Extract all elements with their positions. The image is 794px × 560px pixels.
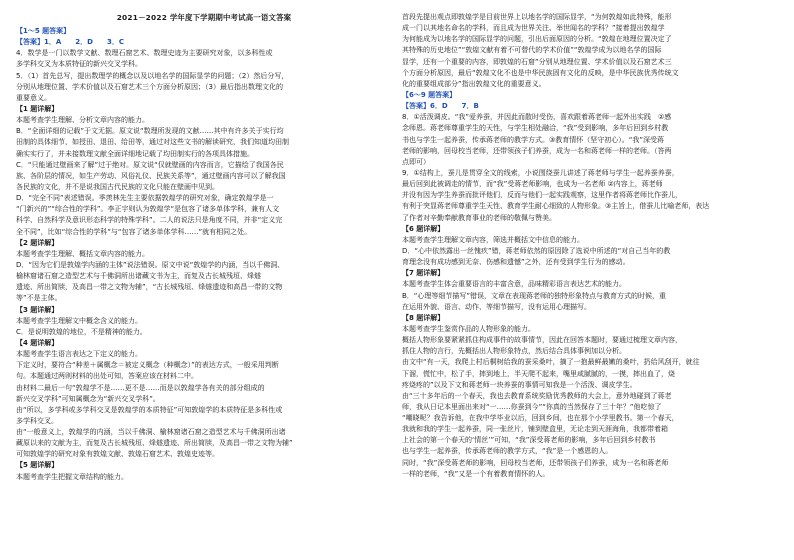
text-line: 其特殊的历史地位”“敦煌文献有着不可替代的学术价值”“敦煌学成为以地名学的国际 bbox=[402, 46, 662, 55]
text-line: 老师的影响，回母校当老师，还带领孩子们养蚕，成为一名和蒋老师一样的老师。（答两 bbox=[402, 146, 672, 155]
text-line: 个方面分析原因，最后“敦煌文化不也是中华民族固有文化的反映，是中华民族优秀传统文 bbox=[402, 68, 679, 77]
text-line: 本题考查学生把握文章结构的能力。 bbox=[16, 472, 128, 481]
section-heading: 【5 题详解】 bbox=[16, 461, 59, 470]
text-line: 藏原以来的文献为主，而复及古长城残垣、烽燧遗迹、所出简牍，及高昌一带之文物为辅” bbox=[16, 439, 293, 448]
section-heading: 【6 题详解】 bbox=[402, 224, 445, 233]
text-line: 书也与学生一起养蚕，传承蒋老师的教学方式。③教育情怀（坚守初心）。“我”深受蒋 bbox=[402, 135, 665, 144]
text-line: 化的重要组成部分”指出敦煌文化的重要意义。 bbox=[402, 79, 546, 88]
text-line: 我就和我的学生一起养蚕，同一张丝片，铺到壁盒里，无论走到天涯海角，我都带着箱 bbox=[402, 425, 668, 434]
section-heading: 【答案】6．D 7．B bbox=[402, 102, 479, 111]
text-line: 抓住人物的言行，先概括出人物形象特点，然后结合具体事例加以分析。 bbox=[402, 347, 626, 356]
text-line: 4．数学是一门以数学文献、数理石窟艺术、数理史迹为主要研究对象，以多科性或 bbox=[16, 49, 273, 58]
text-line: 并没有因为学生养蚕而批评他们，反而与他们一起实践观察，这里作者将蒋老师比作蚕儿， bbox=[402, 191, 682, 200]
section-heading: 【8 题详解】 bbox=[402, 313, 445, 322]
text-line: 科学、自然科学及意识形态科学的特殊学科”。二人的说法只是角度不同，并非“定义完 bbox=[16, 216, 283, 225]
text-line: 5．（1）首先总写，提出数理学的概念以及以地名学的国际显学的问题；（2）然后分写， bbox=[16, 71, 289, 80]
text-line: 分别从地理位置、学术价值以及石窟艺术三个方面分析原因；（3）最后指出数理文化的 bbox=[16, 82, 283, 91]
text-line: 显学，还有一个重要的内容，即敦煌的石窟”分别从地理位置、学术价值以及石窟艺术三 bbox=[402, 57, 672, 66]
text-line: 了作者对辛勤奉献教育事业的老师的敬佩与赞美。 bbox=[402, 213, 556, 222]
text-line: 全不同”，比如“综合性的学科”与“包容了诸多单体学科……”就有相同之处。 bbox=[16, 227, 252, 236]
text-line: 概括人物形象要紧紧抓住构成事件的故事情节，因此在回答本题时，要通过梳理文章内容， bbox=[402, 336, 682, 345]
text-line: 本题考查学生理解、分析文章内容的能力。 bbox=[16, 116, 149, 125]
text-line: 等”不是主体。 bbox=[16, 294, 62, 303]
text-line: 念师恩。蒋老师尊重学生的天性，与学生相处融洽，“我”受到影响，多年后回到乡村教 bbox=[402, 124, 669, 133]
section-heading: 【4 题详解】 bbox=[16, 338, 59, 347]
text-line: 上社会的第一个春天的‘情丝’”可知，“我”深受蒋老师的影响，多年后回到乡村教书 bbox=[402, 436, 656, 445]
right-column bbox=[402, 12, 778, 480]
text-line: 本题考查学生鉴赏作品的人物形象的能力。 bbox=[402, 324, 535, 333]
right-column-text bbox=[402, 12, 778, 480]
text-line: 一样的老师，“我”又是一个有着教育情怀的人。 bbox=[402, 469, 550, 478]
text-line: 田制的具体细节，如授田、退田、给田等，通过对这些文书的解读研究，我们知道均田制 bbox=[16, 138, 289, 147]
text-line: 8．①活泼调皮。“我”爱养蚕，并因此而散时受伤，喜欢跟着蒋老师一起外出实践 ②感 bbox=[402, 113, 672, 122]
text-line: 最后回到此被调走的情节，而“我”受蒋老师影响，也成为一名老师 ②内容上，蒋老师 bbox=[402, 180, 663, 189]
text-line: 下溜，慌忙中，松了手，摔到地上，半天爬不起来，嘴里咸腻腻的，一摸，摔出血了，烧 bbox=[402, 369, 675, 378]
text-line: 本题考查学生体会重要语言的丰富含意，品味精彩语言表达艺术的能力。 bbox=[402, 280, 626, 289]
text-line: 也与学生一起养蚕，传承蒋老师的教学方式，“我”是一个感恩的人。 bbox=[402, 447, 613, 456]
text-line: 由“所以，多学科或多学科交叉是敦煌学的本质特征”可知敦煌学的本质特征是多科性或 bbox=[16, 405, 283, 414]
text-line: D．“心中依然露出一丝愧疚”错，蒋老师依然的原因除了选说中所述的“对自己当年的教 bbox=[402, 246, 671, 255]
text-line: D．“完全不同”表述错误。季羡林先生主要依据敦煌学的研究对象，确定敦煌学是一 bbox=[16, 194, 274, 203]
text-line: 新兴交叉学科”可知属概念为“新兴交叉学科”。 bbox=[16, 394, 160, 403]
text-line: “嘲晓呢？我告诉他，在我中学毕业以后，回到乡间，也在那个小学里教书。第一个春天， bbox=[402, 414, 679, 423]
text-line: 本题考查学生理解、概括文章内容的能力。 bbox=[16, 249, 149, 258]
text-line: 有利于突显蒋老师尊重学生天性、教育学生耐心细致的人物形象。③主旨上，借蚕儿比喻老师，表达 bbox=[402, 202, 710, 211]
text-line: C．是说明敦煌的地位，不是精神的能力。 bbox=[16, 327, 147, 336]
text-line: 首段先提出观点即敦煌学是目前世界上以地名学的国际显学，“为何敦煌如此特殊，能形 bbox=[402, 13, 672, 21]
text-line: 本题考查学生理解文中概念含义的能力。 bbox=[16, 316, 142, 325]
section-heading: 【1 题详解】 bbox=[16, 104, 59, 113]
text-line: D．“因为它们是敦煌学内涵的主体”说法错误。原文中说“敦煌学的内涵，当以千佛洞、 bbox=[16, 260, 285, 269]
text-line: 句。本题通过两则材料的出处可知，答案应该在材料二中。 bbox=[16, 372, 198, 381]
text-line: 在运用外貌、语言、动作、等细节描写，没有运用心理描写。 bbox=[402, 302, 591, 311]
text-line: 师，我从日记本里面出来对“一……你蚕到今”“你真的当然保存了三十年？”他吃惊了 bbox=[402, 402, 662, 411]
text-line: 疼烧疼的”以及下文和蒋老师一块养蚕的事情可知我是一个活泼、调皮学生。 bbox=[402, 380, 637, 389]
text-line: 各民族的文化，并不是说我国古代民族的文化只能在壁画中见到。 bbox=[16, 182, 219, 191]
text-line: 确实实行了，并未接数理文献全面详细地记载了均田制实行的各项具体措施。 bbox=[16, 149, 254, 158]
section-heading: 【6～9 题答案】 bbox=[402, 90, 457, 99]
text-line: 本题考查学生语言表达之下定义的能力。 bbox=[16, 350, 142, 359]
text-line: 由文中“有一天，我爬上村后桐树给我的蚕采桑叶，摘了一抱最鲜最嫩的桑叶，扔给风刮开，就往 bbox=[402, 358, 700, 367]
text-line: 本题考查学生理解文章内容，筛选并概括文中信息的能力。 bbox=[402, 235, 584, 244]
section-heading: 【7 题详解】 bbox=[402, 269, 445, 278]
left-column bbox=[16, 12, 392, 483]
text-line: 由“一般意义上，敦煌学的内涵，当以千佛洞、榆林窟诸石窟之造型艺术与千佛洞所出诸 bbox=[16, 428, 286, 437]
text-line: 成一门以其地名命名的学科，而且成为世界关注、举世闻名的学科？”接着提出敦煌学 bbox=[402, 24, 665, 33]
text-line: 育理念没有成功感到无奈、伤感和遗憾”之外，还有受到学生行为的感动。 bbox=[402, 258, 630, 267]
text-line: 族、各阶层的情况，如生产劳动、风俗礼仪、民族关系等”，通过壁画内容可以了解我国 bbox=[16, 171, 286, 180]
text-line: 榆林窟诸石窟之造型艺术与千佛洞所出诸藏文书为主，而复及古长城残垣、烽燧 bbox=[16, 272, 261, 281]
section-heading: 【1～5 题答案】 bbox=[16, 27, 71, 35]
text-line: 由“三十多年后的一个春天，我也去教育系统奖励优秀教师的大会上，意外地碰到了蒋老 bbox=[402, 391, 672, 400]
left-column-text bbox=[16, 26, 392, 483]
text-line: “门新兴的”“综合性的学科”。李正宇则认为敦煌学“是包容了诸多单体学科，兼有人文 bbox=[16, 205, 280, 214]
text-line: 多学科交叉。 bbox=[16, 416, 58, 425]
text-line: 点即可） bbox=[402, 157, 430, 166]
text-line: 遗迹、所出简牍，及高昌一带之文物为辅”，“古长城残垣、烽燧遗迹和高昌一带的文物 bbox=[16, 283, 283, 292]
text-line: B．“心理等细节描写”错误，文章在表现蒋老师的独特形象特点与教育方式的时候，重 bbox=[402, 291, 667, 300]
text-line: 同时，“我”深受蒋老师的影响，回母校当老师，还带领孩子们养蚕，成为一名和蒋老师 bbox=[402, 458, 669, 467]
text-line: 为何能成为以地名学的国际显学的问题，引出后面原因的分析。“敦煌在地理位置决定了 bbox=[402, 35, 672, 44]
section-heading: 【2 题详解】 bbox=[16, 238, 59, 247]
text-line: B．“全面详细的记载”于文无据。原文说“数理所发现的文献……其中有许多关于实行均 bbox=[16, 127, 284, 136]
text-line: C．“只能通过壁画来了解”过于绝对。原文说“仅就壁画的内容而言，它描绘了我国各民 bbox=[16, 160, 284, 169]
section-heading: 【3 题详解】 bbox=[16, 305, 59, 314]
text-line: 下定义时，要符合“种差＋属概念＝被定义概念（种概念）”的表达方式，一般采用判断 bbox=[16, 361, 279, 370]
text-line: 9．①结构上，蚕儿是贯穿全文的线索，小说围绕蚕儿讲述了蒋老师与学生一起养蚕养蚕， bbox=[402, 168, 679, 177]
text-line: 多学科交叉为本质特征的新兴交叉学科。 bbox=[16, 60, 142, 69]
document-title: 2021－2022 学年度下学期期中考试高一语文答案 bbox=[116, 13, 292, 22]
text-line: 可知敦煌学的研究对象有敦煌文献、敦煌石窟艺术、敦煌史迹等。 bbox=[16, 450, 219, 459]
text-line: 重要意义。 bbox=[16, 93, 51, 102]
text-line: 由材料二最后一句“敦煌学不是……更不是……而是以敦煌学各有关的部分组成的 bbox=[16, 383, 265, 392]
section-heading: 【答案】1．A 2．D 3．C bbox=[16, 38, 124, 47]
